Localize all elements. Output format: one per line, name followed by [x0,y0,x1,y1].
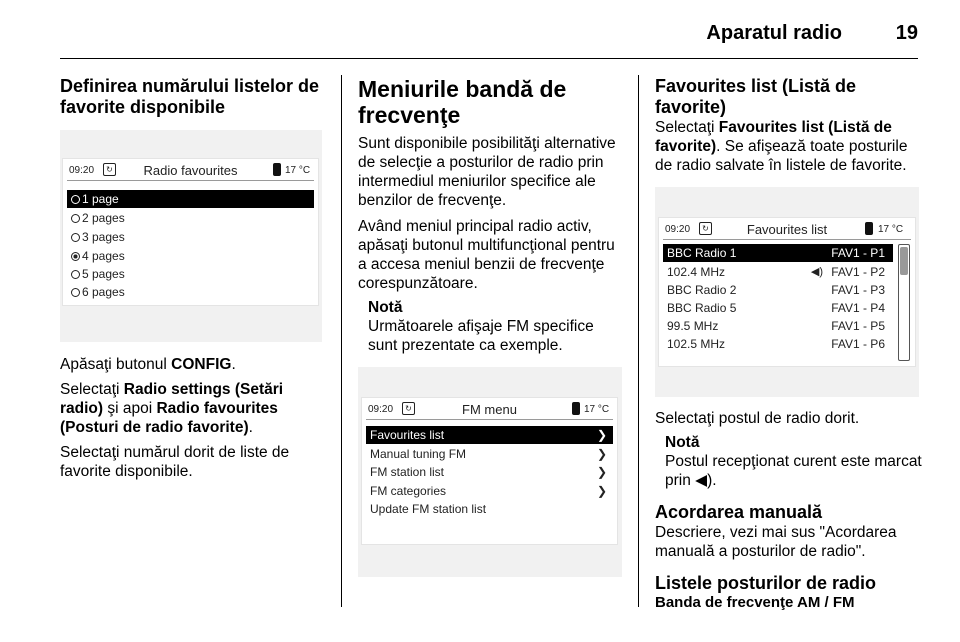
column-2 [358,76,624,577]
speaker-icon: ◀) [695,472,713,489]
paragraph-2: Selectaţi postul de radio dorit. [655,410,860,427]
refresh-icon: ↻ [402,402,415,415]
screen-title: FM menu [462,402,517,417]
temperature: 17 °C [878,224,904,235]
note [368,298,624,355]
station-row[interactable]: 99.5 MHz FAV1 - P5 [667,319,885,333]
page-header [0,0,960,60]
scrollbar-thumb[interactable] [900,247,908,275]
note [665,433,923,490]
temperature: 17 °C [285,165,311,176]
chapter-title: Aparatul radio [706,22,842,44]
chevron-right-icon: ❯ [596,484,607,498]
instruction-1: Apăsaţi butonul CONFIG. [60,356,236,373]
section-heading: Meniurile bandă de frecvenţe [358,76,567,128]
column-1 [60,76,322,481]
note-title: Notă [665,434,700,451]
radio-button-checked-icon [71,252,80,261]
radio-button-icon [71,288,80,297]
paragraph-1: Sunt disponibile posibilităţi alternative de selecţie a posturilor de radio prin intermediul meniurilor specifice ale benzilor de frecvenţe. [358,135,616,209]
thermometer-icon [572,402,580,415]
chevron-right-icon: ❯ [596,447,607,461]
thermometer-icon [273,163,281,176]
clock: 09:20 [665,224,691,235]
section-heading: Definirea numărului listelor de favorite disponibile [60,76,320,117]
paragraph-2: Având meniul principal radio activ, apăsaţi butonul multifuncţional pentru a accesa meniul benzii de frecvenţe corespunzătoare. [358,218,615,292]
option-4-pages[interactable]: 4 pages [67,247,314,265]
instruction-3: Selectaţi numărul dorit de liste de favorite disponibile. [60,444,290,480]
radio-button-icon [71,214,80,223]
station-row[interactable]: BBC Radio 2 FAV1 - P3 [667,283,885,297]
column-divider-2 [638,75,639,607]
favourites-list-screenshot [655,187,919,397]
fm-menu-screenshot [358,367,622,577]
screen-title: Radio favourites [143,163,238,178]
header-rule [60,58,918,59]
display-screen [62,158,319,306]
speaker-icon: ◀) [810,266,823,278]
thermometer-icon [865,222,873,235]
menu-item-station-list[interactable]: FM station list ❯ [370,465,607,479]
display-screen [361,397,618,545]
clock: 09:20 [368,404,394,415]
radio-button-icon [71,195,80,204]
refresh-icon: ↻ [103,163,116,176]
radio-favourites-screenshot [60,130,322,342]
paragraph-1: Selectaţi Favourites list (Listă de favorite). Se afişează toate posturile de radio salvate în listele de favorite. [655,119,908,174]
radio-button-icon [71,270,80,279]
station-row[interactable]: 102.5 MHz FAV1 - P6 [667,337,885,351]
option-5-pages[interactable]: 5 pages [67,265,314,283]
heading-manual-tuning: Acordarea manuală [655,502,823,522]
chevron-right-icon: ❯ [596,428,607,442]
subheading-band: Banda de frecvenţe AM / FM [655,594,855,611]
menu-item-categories[interactable]: FM categories ❯ [370,484,607,498]
menu-item-update-list[interactable]: Update FM station list [370,502,487,516]
note-text: Următoarele afişaje FM specifice sunt prezentate ca exemple. [368,318,594,354]
temperature: 17 °C [584,404,610,415]
menu-item-favourites-list[interactable]: Favourites list ❯ [366,426,613,444]
option-6-pages[interactable]: 6 pages [67,283,314,301]
chevron-right-icon: ❯ [596,465,607,479]
option-2-pages[interactable]: 2 pages [67,209,314,227]
screen-title: Favourites list [746,222,828,237]
section-heading: Favourites list (Listă de favorite) [655,76,857,117]
menu-item-manual-tuning[interactable]: Manual tuning FM ❯ [370,447,607,461]
column-divider-1 [341,75,342,607]
note-text: Postul recepţionat curent este marcat prin ◀). [665,453,922,489]
heading-station-lists: Listele posturilor de radio [655,573,877,593]
note-title: Notă [368,299,403,316]
station-row[interactable]: BBC Radio 5 FAV1 - P4 [667,301,885,315]
instruction-2: Selectaţi Radio settings (Setări radio) şi apoi Radio favourites (Posturi de radio favorite). [60,381,284,436]
column-3 [655,76,923,612]
option-1-page[interactable]: 1 page [67,190,314,208]
paragraph-manual: Descriere, vezi mai sus "Acordarea manuală a posturilor de radio". [655,524,897,560]
radio-button-icon [71,233,80,242]
refresh-icon: ↻ [699,222,712,235]
display-screen [658,217,916,367]
station-row[interactable]: 102.4 MHz ◀) FAV1 - P2 [667,265,885,279]
option-3-pages[interactable]: 3 pages [67,228,314,246]
station-row[interactable]: BBC Radio 1 FAV1 - P1 [663,244,893,262]
scrollbar[interactable] [898,244,910,361]
clock: 09:20 [69,165,95,176]
page-number: 19 [895,22,918,44]
